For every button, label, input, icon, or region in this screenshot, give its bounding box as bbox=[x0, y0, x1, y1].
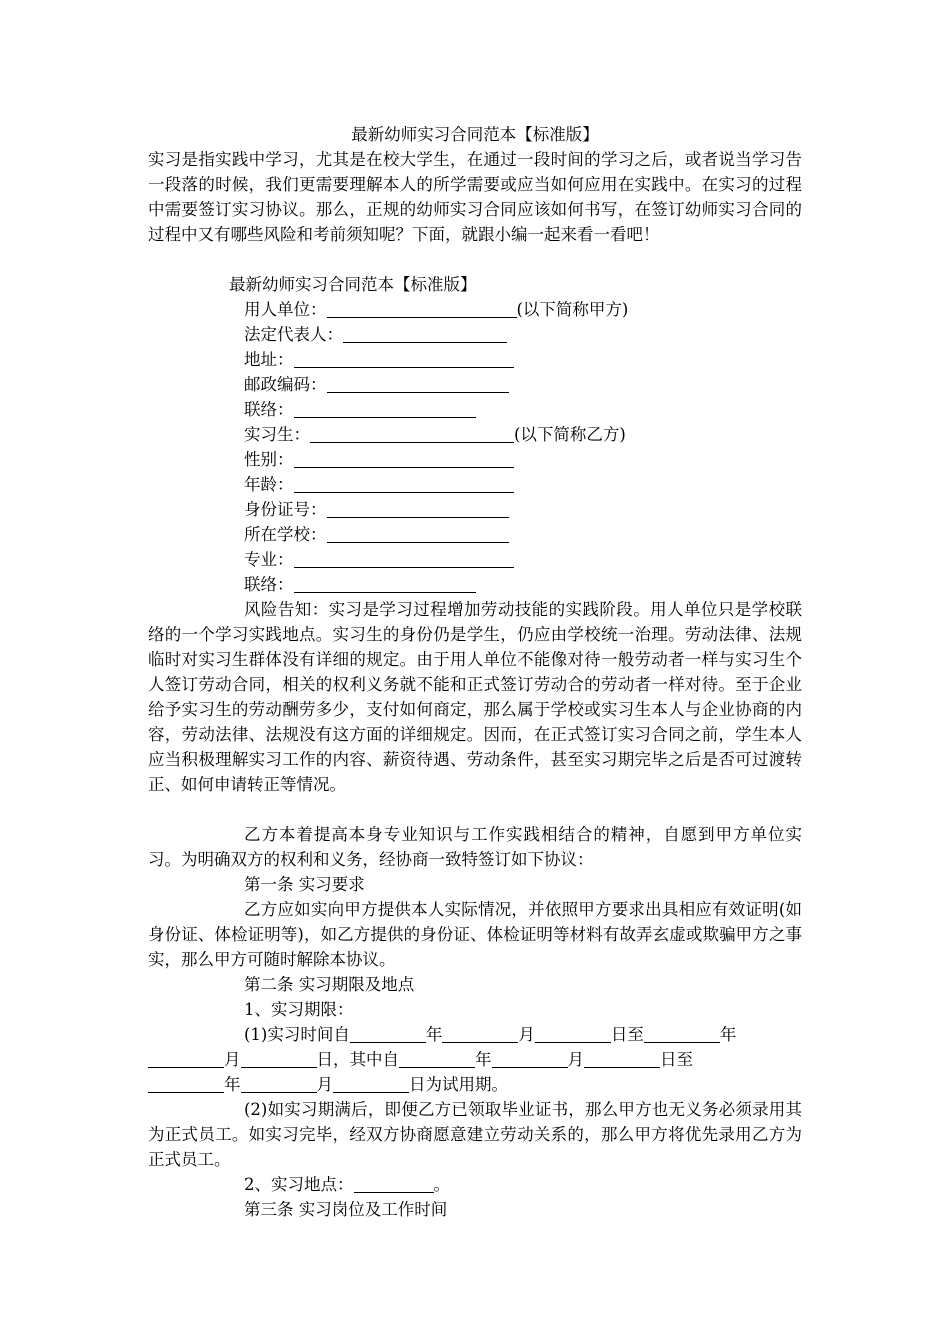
field-legal-rep bbox=[244, 322, 507, 347]
blank-line bbox=[354, 1174, 434, 1193]
date-text: 年 bbox=[224, 1075, 241, 1094]
blank-line bbox=[310, 424, 514, 443]
field-label: 性别： bbox=[244, 450, 294, 469]
place-line bbox=[244, 1172, 450, 1197]
blank-line bbox=[148, 1074, 224, 1093]
date-text: ，其中自 bbox=[333, 1050, 399, 1069]
date-text: 年 bbox=[425, 1025, 443, 1044]
blank-line bbox=[644, 1024, 720, 1043]
field-note: (以下简称乙方) bbox=[514, 425, 626, 444]
document-title: 最新幼师实习合同范本【标准版】 bbox=[351, 125, 599, 144]
blank-line bbox=[294, 449, 514, 468]
field-label: 联络： bbox=[244, 575, 294, 594]
field-contact-a bbox=[244, 397, 476, 422]
clause-2-paragraph: (2)如实习期满后，即便乙方已领取毕业证书，那么甲方也无义务必须录用其为正式员工。如实习完毕，经双方协商愿意建立劳动关系的，那么甲方将优先录用乙方为正式员工。 bbox=[148, 1100, 802, 1169]
field-label: 专业： bbox=[244, 550, 294, 569]
field-label: 联络： bbox=[244, 400, 294, 419]
period-label: 1、实习期限： bbox=[244, 1000, 354, 1019]
blank-line bbox=[294, 549, 514, 568]
agreement-intro-paragraph: 乙方本着提高本身专业知识与工作实践相结合的精神，自愿到甲方单位实习。为明确双方的权利和义务，经协商一致特签订如下协议： bbox=[148, 825, 802, 869]
field-employer bbox=[244, 297, 628, 322]
field-major bbox=[244, 547, 514, 572]
field-intern bbox=[244, 422, 626, 447]
blank-line bbox=[343, 324, 507, 343]
blank-line bbox=[241, 1074, 317, 1093]
field-school bbox=[244, 522, 509, 547]
blank-line bbox=[294, 399, 476, 418]
blank-line bbox=[327, 299, 517, 318]
field-label: 地址： bbox=[244, 350, 294, 369]
blank-line bbox=[327, 524, 509, 543]
blank-line bbox=[241, 1049, 317, 1068]
blank-line bbox=[399, 1049, 475, 1068]
field-label: 年龄： bbox=[244, 475, 294, 494]
blank-line bbox=[294, 474, 514, 493]
field-note: (以下简称甲方) bbox=[516, 300, 629, 319]
date-text: 年 bbox=[719, 1025, 737, 1044]
risk-notice-paragraph: 风险告知：实习是学习过程增加劳动技能的实践阶段。用人单位只是学校联络的一个学习实践地点。实习生的身份仍是学生，仍应由学校统一治理。劳动法律、法规临时对实习生群体没有详细的规定。由于用人单位不能像对待一般劳动者一样与实习生个人签订劳动合同，相关的权利义务就不能和正式签订劳动合的劳动者一样对待。至于企业给予实习生的劳动酬劳多少，支付如何商定，那么属于学校或实习生本人与企业协商的内容，劳动法律、法规没有这方面的详细规定。因而，在正式签订实习合同之前，学生本人应当积极理解实习工作的内容、薪资待遇、劳动条件，甚至实习期完毕之后是否可过渡转正、如何申请转正等情况。 bbox=[148, 600, 802, 794]
date-text: 日至 bbox=[660, 1050, 693, 1069]
article-1-heading: 第一条 实习要求 bbox=[244, 875, 365, 894]
field-contact-b bbox=[244, 572, 476, 597]
blank-line bbox=[327, 374, 509, 393]
place-end: 。 bbox=[433, 1175, 450, 1194]
field-age bbox=[244, 472, 514, 497]
blank-line bbox=[442, 1024, 518, 1043]
date-text: 月 bbox=[316, 1075, 333, 1094]
field-id-number bbox=[244, 497, 509, 522]
date-line-3 bbox=[148, 1072, 808, 1097]
intro-paragraph: 实习是指实践中学习，尤其是在校大学生，在通过一段时间的学习之后，或者说当学习告一段落的时候，我们更需要理解本人的所学需要或应当如何应用在实践中。在实习的过程中需要签订实习协议。那么，正规的幼师实习合同应该如何书写，在签订幼师实习合同的过程中又有哪些风险和考前须知呢？下面，就跟小编一起来看一看吧！ bbox=[148, 150, 802, 244]
field-gender bbox=[244, 447, 514, 472]
blank-line bbox=[350, 1024, 426, 1043]
field-label: 身份证号： bbox=[244, 500, 327, 519]
blank-line bbox=[535, 1024, 611, 1043]
field-label: 邮政编码： bbox=[244, 375, 327, 394]
date-text: 日 bbox=[316, 1050, 333, 1069]
blank-line bbox=[294, 574, 476, 593]
field-postcode bbox=[244, 372, 509, 397]
blank-line bbox=[148, 1049, 224, 1068]
date-text: 月 bbox=[518, 1025, 535, 1044]
contract-subtitle: 最新幼师实习合同范本【标准版】 bbox=[229, 275, 477, 294]
date-text: 月 bbox=[567, 1050, 584, 1069]
date-text: 日至 bbox=[610, 1025, 644, 1044]
date-text: (1)实习时间自 bbox=[244, 1025, 350, 1044]
field-address bbox=[244, 347, 514, 372]
field-label: 实习生： bbox=[244, 425, 310, 444]
blank-line bbox=[584, 1049, 660, 1068]
blank-line bbox=[492, 1049, 568, 1068]
date-text: 年 bbox=[475, 1050, 492, 1069]
blank-line bbox=[333, 1074, 409, 1093]
date-text: 月 bbox=[224, 1050, 241, 1069]
field-label: 法定代表人： bbox=[244, 325, 343, 344]
blank-line bbox=[294, 349, 514, 368]
date-line-2 bbox=[148, 1047, 808, 1072]
blank-line bbox=[327, 499, 509, 518]
article-3-heading: 第三条 实习岗位及工作时间 bbox=[244, 1200, 448, 1219]
place-label: 2、实习地点： bbox=[244, 1175, 354, 1194]
field-label: 所在学校： bbox=[244, 525, 327, 544]
date-line-1 bbox=[148, 1022, 808, 1047]
date-text: 日为试用期。 bbox=[409, 1075, 508, 1094]
article-2-heading: 第二条 实习期限及地点 bbox=[244, 975, 415, 994]
article-1-body: 乙方应如实向甲方提供本人实际情况，并依照甲方要求出具相应有效证明(如身份证、体检证明等)，如乙方提供的身份证、体检证明等材料有故弄玄虚或欺骗甲方之事实，那么甲方可随时解除本协议。 bbox=[148, 900, 802, 969]
field-label: 用人单位： bbox=[244, 300, 327, 319]
